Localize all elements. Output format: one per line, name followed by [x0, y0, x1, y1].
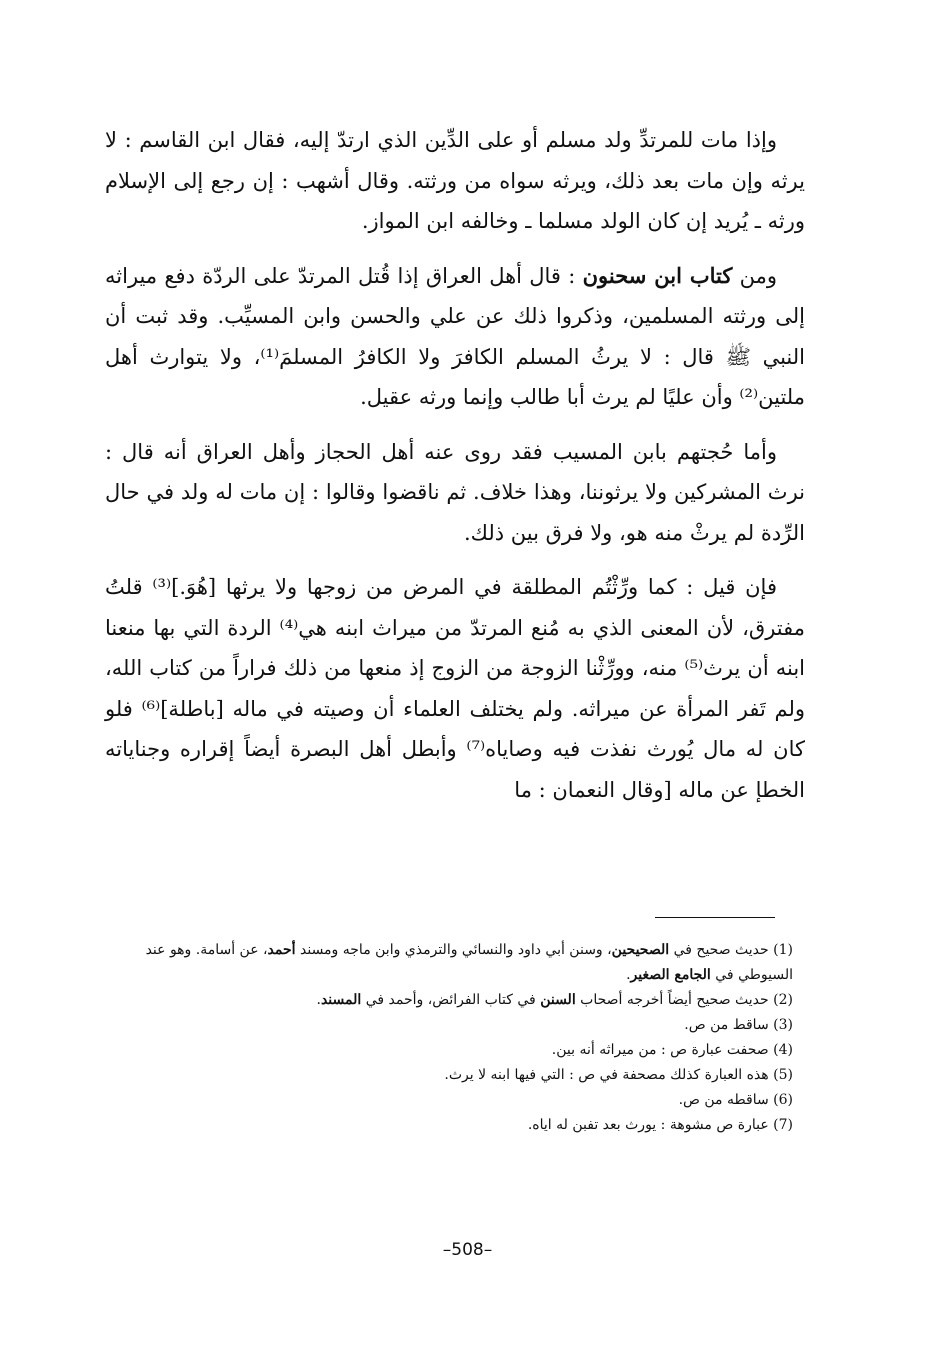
footnote-number: (2)	[773, 992, 793, 1008]
emphasized-text: الصحيحين	[611, 942, 670, 958]
text-run: ، عن أسامة. وهو عند السيوطي في	[145, 942, 793, 983]
text-run: في كتاب الفرائض، وأحمد في	[361, 992, 541, 1008]
main-text	[105, 120, 805, 824]
text-run: ساقط من ص.	[684, 1017, 774, 1033]
paragraph	[105, 432, 805, 554]
footnote-divider	[655, 917, 775, 918]
text-run: هذه العبارة كذلك مصحفة في ص : التي فيها ابنه لا يرث.	[444, 1067, 774, 1083]
footnote	[105, 1063, 793, 1088]
footnote	[105, 938, 793, 988]
text-run: حديث صحيح أيضاً أخرجه أصحاب	[575, 992, 774, 1008]
text-run: : قال أهل العراق إذا قُتل المرتدّ على الردّة دفع ميراثه إلى ورثته المسلمين، وذكروا ذلك عن علي والحسن وابن المسيِّب. وقد ثبت أن النبي ﷺ قال : لا يرثُ المسلم الكافرَ ولا الكافرُ المسلمَ⁽¹⁾، ولا يتوارث أهل ملتين⁽²⁾ وأن عليًا لم يرث أبا طالب وإنما ورثه عقيل.	[105, 263, 805, 409]
emphasized-text: السنن	[540, 992, 576, 1008]
footnote	[105, 988, 793, 1013]
text-run: فإن قيل : كما ورِّثْتُم المطلقة في المرض من زوجها ولا يرثها [هُوَ.]⁽³⁾ قلتُ مفترق، لأن المعنى الذي به مُنع المرتدّ من ميراث ابنه هي⁽⁴⁾ الردة التي بها منعنا ابنه أن يرث⁽⁵⁾ منه، وورِّثْنا الزوجة من الزوج إذ منعها من ذلك فراراً من كتاب الله، ولم تَفر المرأة عن ميراثه. ولم يختلف العلماء أن وصيته في ماله [باطلة]⁽⁶⁾ فلو كان له مال يُورث نفذت فيه وصاياه⁽⁷⁾ وأبطل أهل البصرة أيضاً إقراره وجناياته الخطإ عن ماله [وقال النعمان : ما	[105, 575, 805, 802]
footnote	[105, 1088, 793, 1113]
footnote-number: (5)	[773, 1067, 793, 1083]
footnote	[105, 1038, 793, 1063]
text-run: ساقطه من ص.	[678, 1092, 774, 1108]
footnote-number: (6)	[773, 1092, 793, 1108]
page-number: –508–	[442, 1240, 493, 1260]
footnote-number: (4)	[773, 1042, 793, 1058]
text-run: وأما حُجتهم بابن المسيب فقد روى عنه أهل الحجاز وأهل العراق أنه قال : نرث المشركين ولا يرثوننا، وهذا خلاف. ثم ناقضوا وقالوا : إن مات له ولد في حال الرِّدة لم يرثْ منه هو، ولا فرق بين ذلك.	[105, 439, 805, 545]
text-run: عبارة ص مشوهة : يورث بعد تفبن له اياه.	[527, 1117, 774, 1133]
footnote-number: (3)	[773, 1017, 793, 1033]
footnotes	[105, 938, 793, 1138]
text-run: وإذا مات للمرتدِّ ولد مسلم أو على الدِّين الذي ارتدّ إليه، فقال ابن القاسم : لا يرثه وإن مات بعد ذلك، ويرثه سواه من ورثته. وقال أشهب : إن رجع إلى الإسلام ورثه ـ يُريد إن كان الولد مسلما ـ وخالفه ابن المواز.	[105, 128, 805, 233]
paragraph	[105, 256, 805, 418]
text-run: .	[316, 992, 321, 1008]
footnote-number: (1)	[773, 942, 793, 958]
paragraph	[105, 120, 805, 242]
footnote	[105, 1013, 793, 1038]
text-run: .	[626, 967, 631, 983]
text-run: ، وسنن أبي داود والنسائي والترمذي وابن ماجه ومسند	[295, 942, 612, 958]
footnote	[105, 1113, 793, 1138]
text-run: صحفت عبارة ص : من ميراثه أنه بين.	[551, 1042, 774, 1058]
footnote-number: (7)	[773, 1117, 793, 1133]
emphasized-text: كتاب ابن سحنون	[582, 262, 733, 288]
text-run: ومن	[732, 263, 777, 288]
emphasized-text: أحمد	[267, 942, 296, 958]
paragraph	[105, 567, 805, 810]
emphasized-text: الجامع الصغير	[630, 967, 711, 983]
text-run: حديث صحيح في	[669, 942, 774, 958]
emphasized-text: المسند	[320, 992, 362, 1008]
